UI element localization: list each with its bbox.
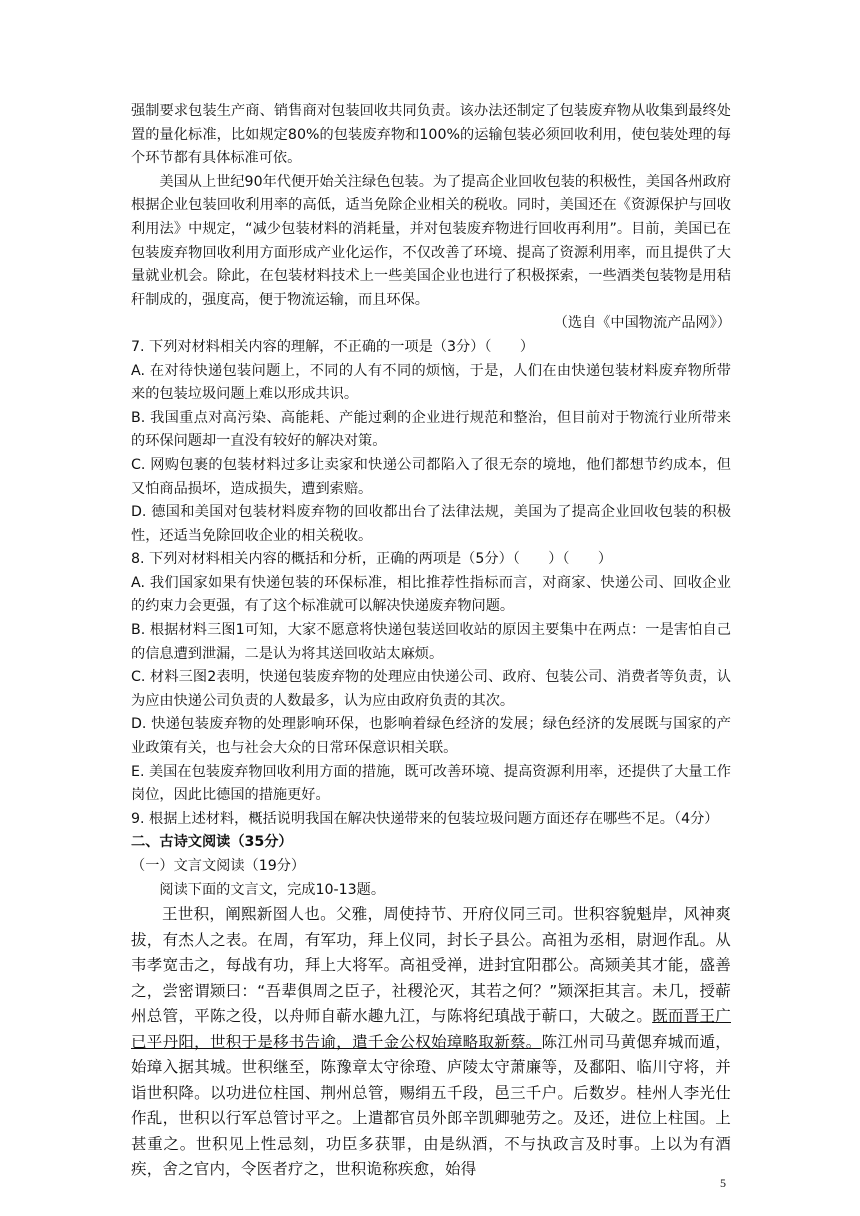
question-7-option-c: C. 网购包裹的包装材料过多让卖家和快递公司都陷入了很无奈的境地，他们都想节约成本，但又怕商品损坏，造成损失，遭到索赔。 [131,456,731,497]
page-number: 5 [720,1176,726,1190]
section-2-title: 二、古诗文阅读（35分） [131,834,293,851]
question-8-option-b: B. 根据材料三图1可知，大家不愿意将快递包装送回收站的原因主要集中在两点：一是害怕自己的信息遭到泄漏，二是认为将其送回收站太麻烦。 [131,622,731,662]
classical-text-part-1: 王世积，阐熙新囶人也。父雅，周使持节、开府仪同三司。世积容貌魁岸，风神爽拔，有杰人之表。在周，有军功，拜上仪同，封长子县公。高祖为丞相，尉迥作乱。从韦孝宽击之，每战有功，拜上大将军。高祖受禅，进封宜阳郡公。高颎美其才能，盛善之，尝密谓颎曰：“吾辈俱周之臣子，社稷沦灭，其若之何？”颎深拒其言。未几，授蕲州总管，平陈之役，以舟师自蕲水趣九江，与陈将纪瑱战于蕲口，大破之。 [131,905,731,1026]
question-7-option-d: D. 德国和美国对包装材料废弃物的回收都出台了法律法规，美国为了提高企业回收包装的积极性，还适当免除回收企业的相关税收。 [131,504,731,544]
section-2-subtitle: （一）文言文阅读（19分） [131,858,306,874]
classical-text-paragraph [131,902,731,1183]
question-8-option-c: C. 材料三图2表明，快递包装废弃物的处理应由快递公司、政府、包装公司、消费者等负责，认为应由快递公司负责的人数最多，认为应由政府负责的其次。 [131,669,731,709]
question-9-stem: 9. 根据上述材料，概括说明我国在解决快递带来的包装垃圾问题方面还存在哪些不足。（4分） [131,810,719,827]
material-usa-paragraph: 美国从上世纪90年代便开始关注绿色包装。为了提高企业回收包装的积极性，美国各州政府根据企业包装回收利用率的高低，适当免除企业相关的税收。同时，美国还在《资源保护与回收利用法》中规定，“减少包装材料的消耗量，并对包装废弃物进行回收再利用”。目前，美国已在包装废弃物回收利用方面形成产业化运作，不仅改善了环境、提高了资源利用率，而且提供了大量就业机会。除此，在包装材料技术上一些美国企业也进行了积极探索，一些酒类包装物是用秸秆制成的，强度高，便于物流运输，而且环保。 [131,173,731,308]
question-8-option-e: E. 美国在包装废弃物回收利用方面的措施，既可改善环境、提高资源利用率，还提供了大量工作岗位，因此比德国的措施更好。 [131,763,731,804]
material-intro-paragraph: 强制要求包装生产商、销售商对包装回收共同负责。该办法还制定了包装废弃物从收集到最终处置的量化标准，比如规定80%的包装废弃物和100%的运输包装必须回收利用，使包装处理的每个环节都有具体标准可依。 [131,103,731,167]
classical-text-underlined-sentence: 既而晋王广已平丹阳，世积于是移书告谕，遣千金公权始璋略取新蔡。 [131,1007,731,1051]
question-8-option-a: A. 我们国家如果有快递包装的环保标准，相比推荐性指标而言，对商家、快递公司、回收企业的约束力会更强，有了这个标准就可以解决快递废弃物问题。 [131,574,731,615]
question-7-stem: 7. 下列对材料相关内容的理解，不正确的一项是（3分）（ ） [131,338,535,355]
question-8-option-d: D. 快递包装废弃物的处理影响环保，也影响着绿色经济的发展；绿色经济的发展既与国家的产业政策有关，也与社会大众的日常环保意识相关联。 [131,716,731,757]
page-content [131,100,731,1183]
question-7-option-b: B. 我国重点对高污染、高能耗、产能过剩的企业进行规范和整治，但目前对于物流行业所带来的环保问题却一直没有较好的解决对策。 [131,409,731,450]
question-8-stem: 8. 下列对材料相关内容的概括和分析，正确的两项是（5分）（ ）（ ） [131,551,613,568]
classical-text-part-2: 陈江州司马黄偲弃城而遁，始璋入据其城。世积继至，陈豫章太守徐璒、庐陵太守萧廉等，及鄱阳、临川守将，并诣世积降。以功进位柱国、荆州总管，赐绢五千段，邑三千户。后数岁。桂州人李光仕作乱，世积以行军总管讨平之。上遣都官员外郎辛凯卿驰劳之。及还，进位上柱国。上甚重之。世积见上性忌刻，功臣多获罪，由是纵酒，不与执政言及时事。上以为有酒疾，舍之官内，令医者疗之，世积诡称疾愈，始得 [131,1032,732,1179]
question-7-option-a: A. 在对待快递包装问题上，不同的人有不同的烦恼，于是，人们在由快递包装材料废弃物所带来的包装垃圾问题上难以形成共识。 [131,362,731,403]
section-2-instruction: 阅读下面的文言文，完成10-13题。 [159,881,386,898]
material-source: （选自《中国物流产品网》） [553,315,731,332]
